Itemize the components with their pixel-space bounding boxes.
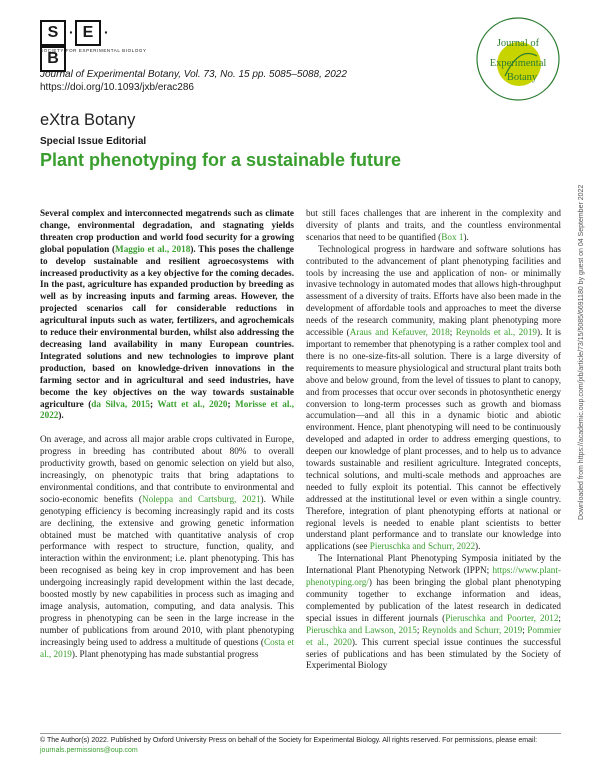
permissions-email-link[interactable]: journals.permissions@oup.com [40, 746, 138, 754]
doi-link[interactable]: https://doi.org/10.1093/jxb/erac286 [40, 82, 194, 93]
body-text: ). [463, 231, 469, 242]
seal-text-journal-of: Journal of [496, 38, 540, 49]
section-name: eXtra Botany [40, 111, 136, 129]
citation-link[interactable]: Maggio et al., 2018 [115, 243, 191, 254]
body-text: Technological progress in hardware and software solutions has contributed to the advancement of plant phenotyping facilities and tools by increasing the use and application of non- or minimally invasive technology in automated modes that allows high-throughput assessment of a diversity of traits. Efforts have also been made in the development of affordable tools and approaches to meet the diverse needs of the research community, making plant phenotyping more accessible ( [306, 243, 561, 338]
body-text: ). Plant phenotyping has made substantial progress [71, 648, 259, 659]
body-paragraph-continued [306, 208, 561, 244]
citation-link[interactable]: Pieruschka and Lawson, 2015 [306, 624, 417, 635]
lead-paragraph [40, 208, 294, 422]
box-reference-link[interactable]: Box 1 [441, 231, 464, 242]
body-text: The International Plant Phenotyping Symposia initiated by the International Plant Phenotyping Network (IPPN; [306, 553, 561, 576]
journal-seal-logo [475, 16, 561, 102]
body-text: ). While genotyping efficiency is becoming increasingly rapid and its costs are declining, the extensive and growing genetic information obtained must be matched with quantitative analysis of crop performance with respect to structure, function, quality, and interaction within the environment; i.e. plant phenotyping. This has been recognised as being key in crop improvement and has been undergoing increasingly rapid development within the last decade, boosted mostly by new capabilities in process such as imaging and image analysis, automation, computing, and data analysis. This progress in phenotyping can be seen in the large increase in the number of publications from around 2010, with plant phenotyping increasingly being used to address a multitude of questions ( [40, 493, 295, 647]
right-column [306, 208, 561, 672]
seb-logo-letter-s: S [40, 20, 66, 46]
seb-logo-caption: SOCIETY FOR EXPERIMENTAL BIOLOGY [40, 48, 147, 53]
body-text: but still faces challenges that are inherent in the complexity and diversity of plants and traits, and the countless environmental scenarios that need to be quantified ( [306, 208, 561, 242]
lead-text-1: Several complex and interconnected megatrends such as climate change, environmental degradation, and stagnating yields threaten crop production and world food security for a growing global population ( [40, 208, 294, 254]
article-title: Plant phenotyping for a sustainable future [40, 150, 402, 170]
left-column [40, 208, 294, 661]
body-text: ). It is important to remember that phenotyping is a rather complex tool and there is no one-size-fits-all solution. There is a large diversity of requirements to measure physiological and structural plant traits both above and below ground, from the level of tissues to plant to canopy, and from processes that occur over seconds in photosynthetic energy conversion to long-term processes such as growth and biomass accumulation—and all this in a dynamic biotic and abiotic environment. Hence, plant phenotyping will need to be continuously developed and adapted in order to address emerging questions, to deepen our knowledge of plant processes, and to help us to advance towards sustainable and resilient agriculture. Integrated concepts, technical solutions, and multi-scale methods and approaches are needed to fully exploit its potential. This cannot be effectively addressed at the institutional level or even within a single country. Therefore, integration of plant phenotyping efforts at national or regional levels is needed to enable plant scientists to better understand plant performance and to translate our knowledge into applications (see [306, 327, 561, 552]
citation-link[interactable]: Noleppa and Cartsburg, 2021 [141, 493, 261, 504]
journal-citation: Journal of Experimental Botany, Vol. 73, No. 15 pp. 5085–5088, 2022 [40, 69, 347, 80]
body-paragraph-2 [306, 244, 561, 554]
logo-divider-2: · [104, 24, 109, 40]
ippn-url-link[interactable]: https://www.plant-phenotyping.org/ [306, 565, 561, 588]
footer-divider [40, 733, 561, 734]
citation-link[interactable]: Araus and Kefauver, 2018 [349, 327, 450, 338]
citation-separator: ; [150, 398, 158, 409]
citation-link[interactable]: Morisse et al., 2022 [40, 398, 294, 421]
seb-logo-letter-e: E [75, 20, 101, 46]
body-text: ) has been bringing the global plant phenotyping community together to exchange information and ideas, complemented by publication of the latest research in dedicated special issues in different journals ( [306, 577, 561, 623]
citation-separator: ; [416, 624, 422, 635]
citation-link[interactable]: Pommier et al., 2020 [306, 624, 561, 647]
citation-link[interactable]: Pieruschka and Poorter, 2012 [445, 612, 559, 623]
seb-logo-letter-b: B [40, 46, 66, 72]
footer [40, 736, 561, 755]
citation-link[interactable]: Reynolds et al., 2019 [455, 327, 538, 338]
citation-separator: ; [558, 612, 561, 623]
paragraph-gap [40, 422, 294, 434]
body-text: ). [475, 541, 481, 552]
body-text: ). This current special issue continues the successful series of publications and has been stimulated by the Society of Experimental Biology [306, 636, 561, 671]
body-text: On average, and across all major arable crops cultivated in Europe, progress in breeding has contributed about 80% to overall productivity growth, based on genomic selection on yield but also, increasingly, on phenotypic traits that bring adaptations to environmental conditions, and that contribute to environmental and socio-economic benefits ( [40, 434, 294, 504]
lead-text-2: ). This poses the challenge to develop sustainable and resilient agroecosystems with increased productivity as a key objective for the coming decades. In the past, agriculture has expanded production by breeding as well as by increasing inputs and farming areas. However, the projected scenarios call for considerable reductions in agricultural inputs such as water, fertilizers, and agrochemicals to reduce their environmental burden, whilst also addressing the decreasing land availability in many European countries. Integrated solutions and new technologies to improve plant production, based on knowledge-driven innovations in the farming sector and in agricultural and seed industries, have become the key objectives on the way towards sustainable agriculture ( [40, 243, 294, 409]
citation-link[interactable]: Reynolds and Schurr, 2019 [421, 624, 523, 635]
download-note: Downloaded from https://academic.oup.com/jxb/article/73/15/5085/6691180 by guest on 04 September 2022 [578, 184, 585, 520]
citation-link[interactable]: Watt et al., 2020 [157, 398, 228, 409]
citation-separator: ; [522, 624, 528, 635]
lead-text-3: ). [58, 410, 64, 421]
citation-separator: ; [449, 327, 456, 338]
citation-link[interactable]: da Silva, 2015 [91, 398, 151, 409]
seal-text-botany: Botany [506, 72, 538, 83]
article-type: Special Issue Editorial [40, 136, 147, 147]
copyright-notice: © The Author(s) 2022. Published by Oxford University Press on behalf of the Society for Experimental Biology. All rights reserved. For permissions, please email: [40, 737, 538, 744]
body-paragraph-3 [306, 553, 561, 672]
body-paragraph-1 [40, 434, 294, 660]
logo-divider-1: · [69, 24, 74, 40]
citation-link[interactable]: Pieruschka and Schurr, 2022 [369, 541, 476, 552]
seal-text-experimental: Experimental [489, 58, 547, 69]
citation-link[interactable]: Costa et al., 2019 [40, 636, 294, 659]
citation-separator: ; [227, 398, 236, 409]
